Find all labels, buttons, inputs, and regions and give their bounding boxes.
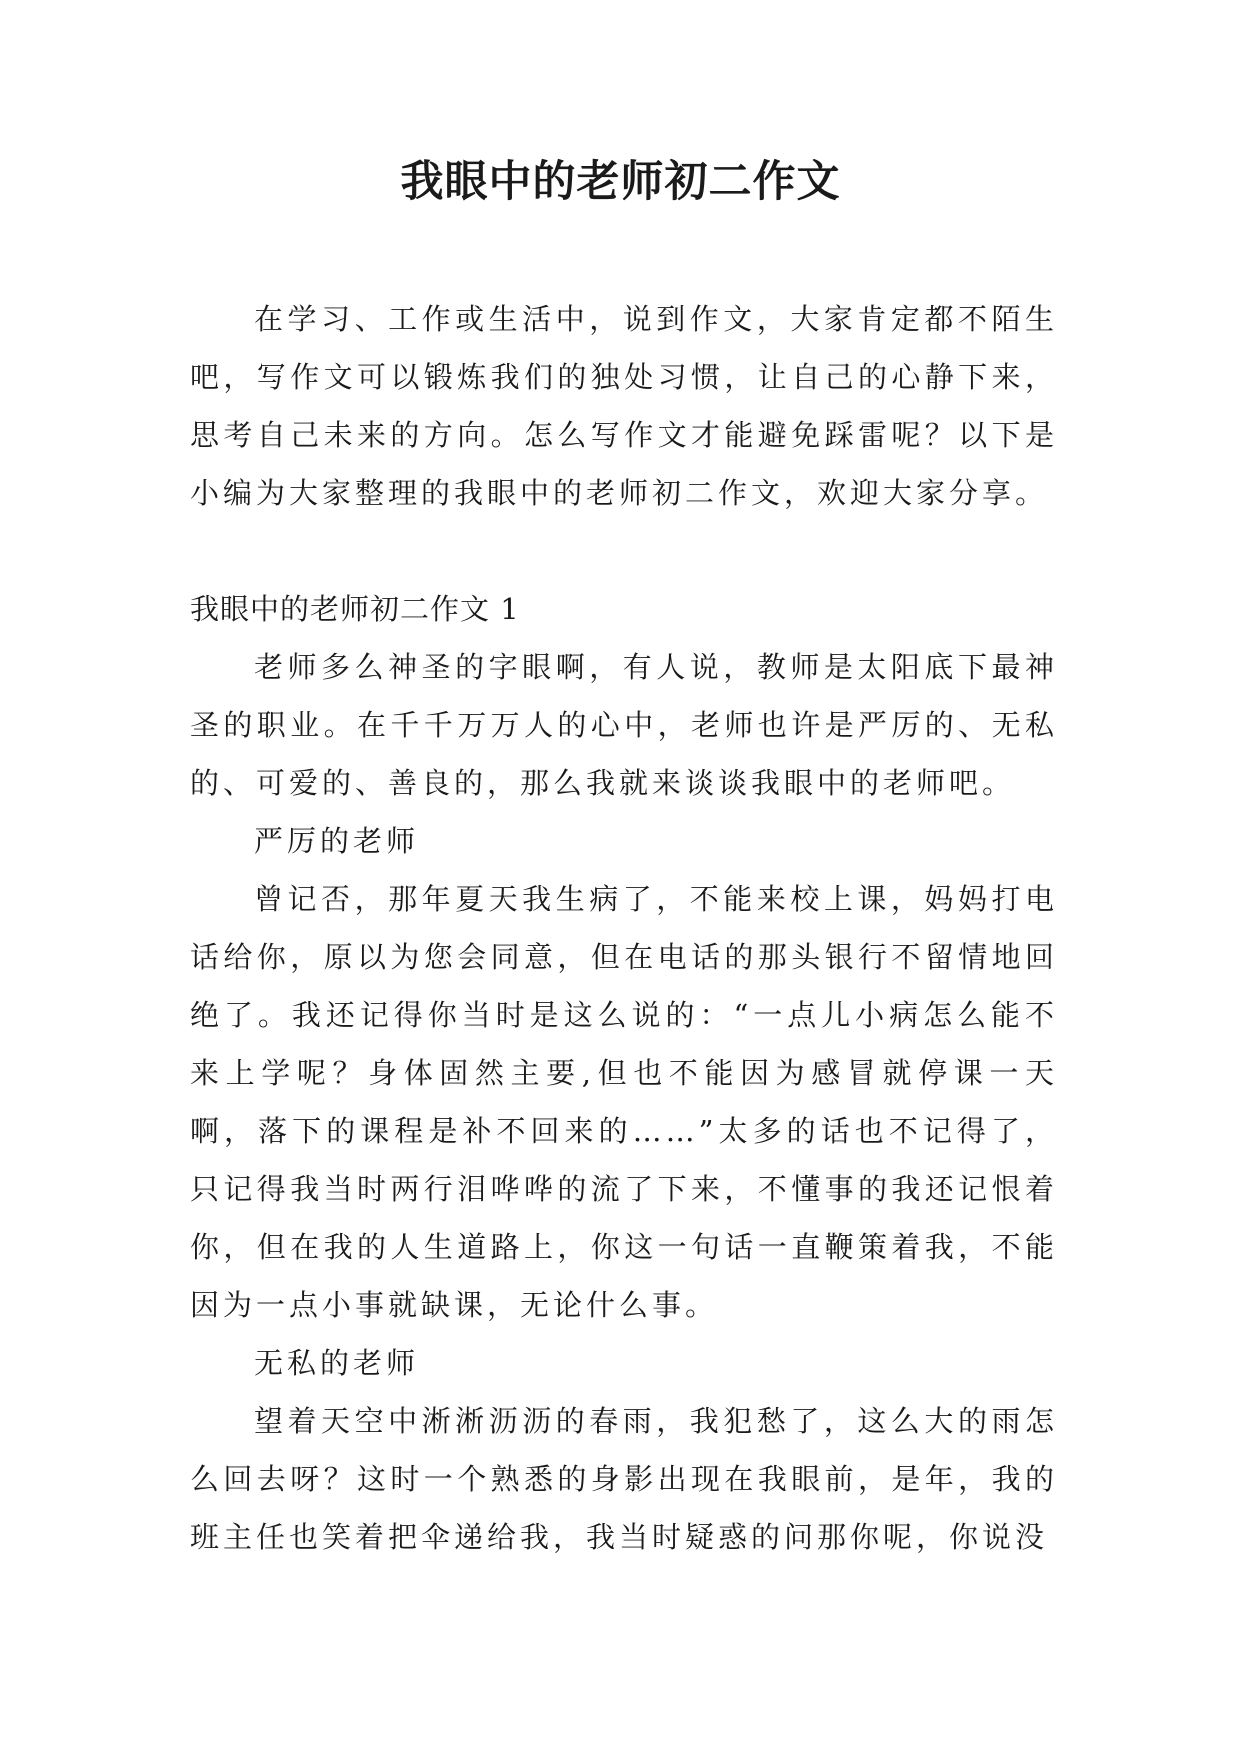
intro-paragraph: 在学习、工作或生活中，说到作文，大家肯定都不陌生吧，写作文可以锻炼我们的独处习惯，让自己的心静下来，思考自己未来的方向。怎么写作文才能避免踩雷呢？以下是小编为大家整理的我眼中的老师初二作文，欢迎大家分享。	[190, 302, 1058, 510]
paragraph: 曾记否，那年夏天我生病了，不能来校上课，妈妈打电话给你，原以为您会同意，但在电话的那头银行不留情地回绝了。我还记得你当时是这么说的：“一点儿小病怎么能不来上学呢？身体固然主要,但也不能因为感冒就停课一天啊，落下的课程是补不回来的……”太多的话也不记得了，只记得我当时两行泪哗哗的流了下来，不懂事的我还记恨着你，但在我的人生道路上，你这一句话一直鞭策着我，不能因为一点小事就缺课，无论什么事。	[190, 882, 1058, 1322]
subheading-selfless-teacher: 无私的老师	[254, 1346, 420, 1380]
subheading-strict-teacher: 严厉的老师	[254, 824, 420, 858]
document-body	[190, 290, 1058, 1566]
paragraph: 老师多么神圣的字眼啊，有人说，教师是太阳底下最神圣的职业。在千千万万人的心中，老师也许是严厉的、无私的、可爱的、善良的，那么我就来谈谈我眼中的老师吧。	[190, 650, 1058, 800]
paragraph: 望着天空中淅淅沥沥的春雨，我犯愁了，这么大的雨怎么回去呀？这时一个熟悉的身影出现在我眼前，是年，我的班主任也笑着把伞递给我，我当时疑惑的问那你呢，你说没	[190, 1404, 1058, 1554]
section-heading: 我眼中的老师初二作文 1	[190, 592, 520, 626]
document-title: 我眼中的老师初二作文	[400, 157, 841, 207]
